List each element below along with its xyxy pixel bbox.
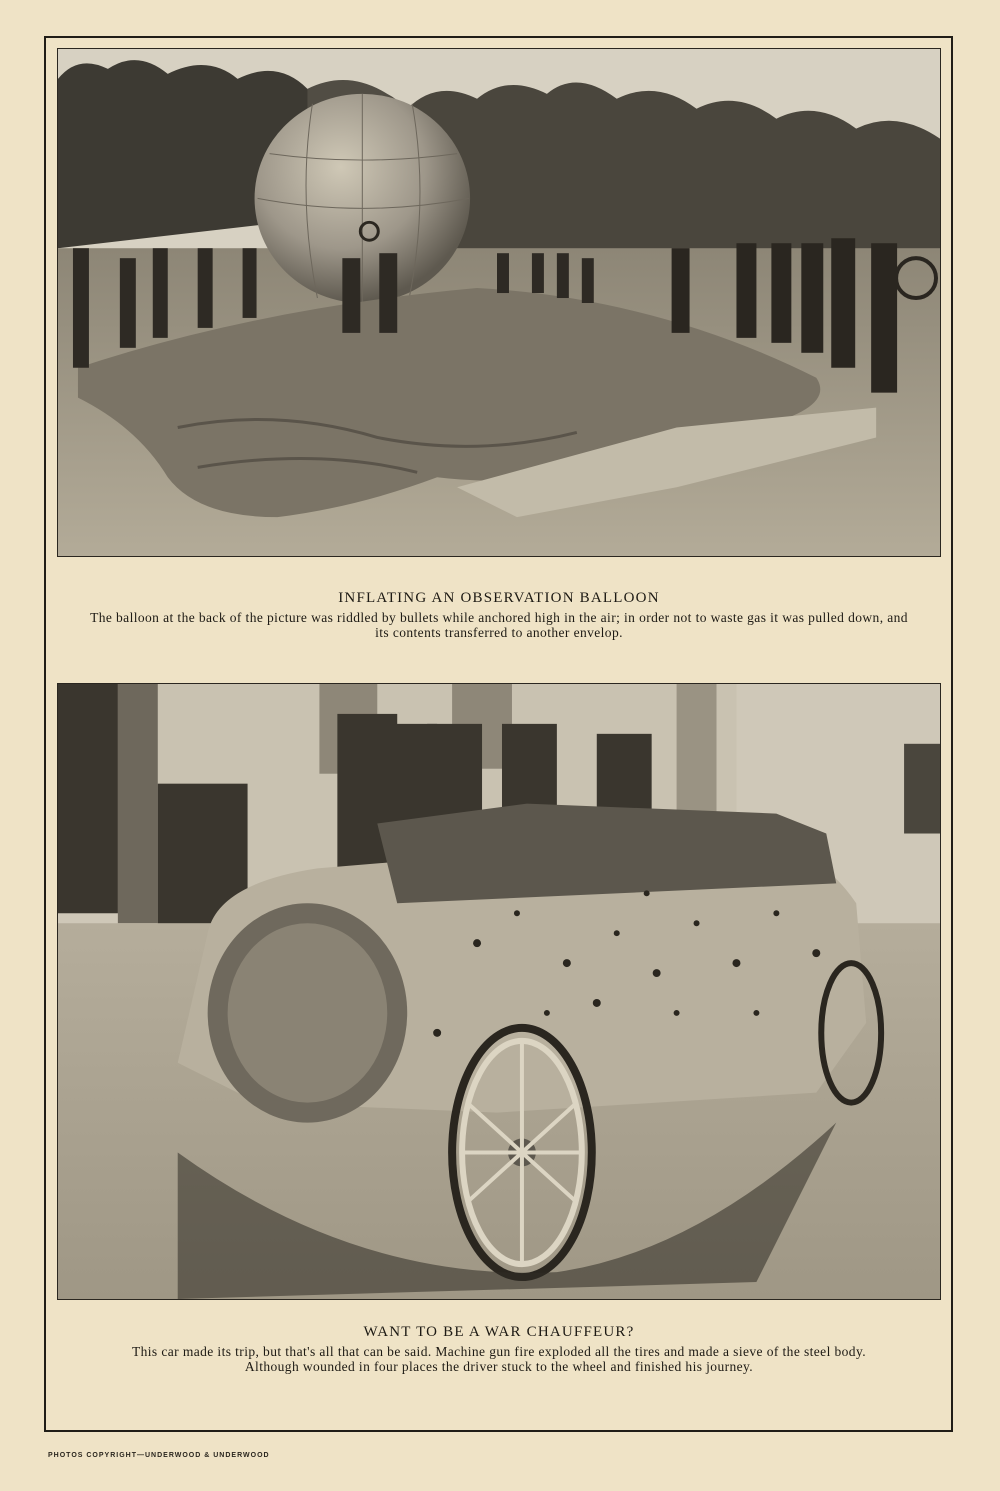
bullet-riddled-car-photo-icon (58, 684, 940, 1299)
observation-balloon-photo (57, 48, 941, 557)
car-caption-title: WANT TO BE A WAR CHAUFFEUR? (363, 1324, 635, 1340)
car-caption-text: This car made its trip, but that's all that can be said. Machine gun fire exploded all the tires and made a sieve of the steel body. Although wounded in four places the driver stuck to the wheel and finished his journey. (131, 1344, 866, 1374)
photo-credit: PHOTOS COPYRIGHT—UNDERWOOD & UNDERWOOD (48, 1452, 270, 1459)
balloon-caption-text: The balloon at the back of the picture was riddled by bullets while anchored high in the air; in order not to waste gas it was pulled down, and its contents transferred to another envelop. (90, 610, 908, 640)
observation-balloon-photo-icon (58, 49, 940, 556)
car-caption (57, 1324, 941, 1374)
bullet-riddled-car-photo (57, 683, 941, 1300)
balloon-caption (57, 590, 941, 640)
balloon-caption-title: INFLATING AN OBSERVATION BALLOON (338, 590, 660, 606)
